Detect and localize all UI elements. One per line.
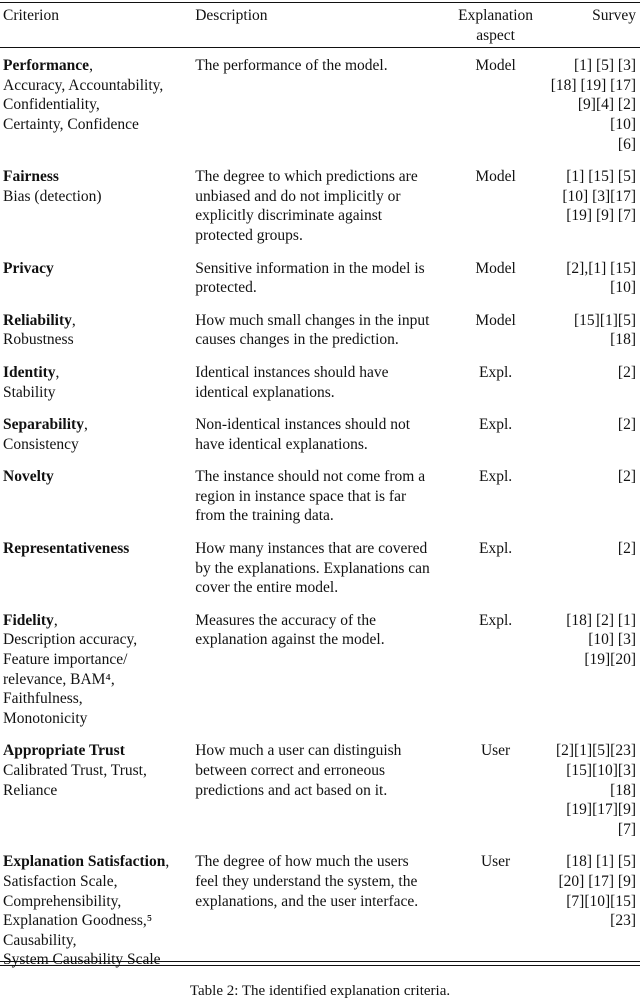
survey-refs: [18] [19] [17] — [550, 76, 636, 94]
survey-cell — [548, 363, 640, 415]
criterion-cell — [0, 259, 195, 311]
aspect-cell: Expl. — [479, 468, 513, 486]
survey-cell — [548, 467, 640, 539]
criteria-table — [0, 6, 640, 983]
criterion-cell — [0, 54, 195, 167]
survey-refs: [2] — [617, 468, 636, 486]
criterion-alias: Monotonicity — [3, 709, 88, 727]
criterion-name: Fairness — [3, 168, 59, 186]
survey-cell — [548, 539, 640, 611]
aspect-cell: Expl. — [479, 416, 513, 434]
criterion-name: Representativeness — [3, 540, 130, 558]
table-row — [0, 259, 640, 311]
description-cell: How much a user can distinguish between correct and erroneous predictions and act based on it. — [195, 742, 402, 799]
criterion-alias: Description accuracy, — [3, 631, 138, 649]
top-rule — [0, 2, 640, 3]
survey-cell — [548, 167, 640, 258]
description-cell: Non-identical instances should not have identical explanations. — [195, 416, 411, 453]
aspect-cell: Expl. — [479, 363, 513, 381]
survey-refs: [10] [3][17] — [562, 187, 636, 205]
criterion-name: Appropriate Trust — [3, 742, 125, 760]
header-criterion: Criterion — [3, 7, 59, 24]
criterion-alias: Reliance — [3, 781, 58, 799]
survey-refs: [9][4] [2] [10] — [577, 96, 636, 133]
criterion-name: Identity — [3, 363, 56, 381]
criterion-cell — [0, 467, 195, 539]
criterion-cell — [0, 363, 195, 415]
criterion-alias: Faithfulness, — [3, 690, 83, 708]
survey-refs: [2][1][5][23] — [555, 742, 636, 760]
criterion-cell — [0, 415, 195, 467]
criterion-cell — [0, 311, 195, 363]
criterion-alias: Accuracy, Accountability, — [3, 76, 164, 94]
aspect-cell: Expl. — [479, 611, 513, 629]
survey-refs: [2] — [617, 416, 636, 434]
aspect-cell: User — [480, 853, 511, 871]
survey-refs: [23] — [610, 912, 636, 930]
survey-refs: [2],[1] [15] — [566, 259, 636, 277]
criterion-alias: Stability — [3, 383, 56, 401]
criterion-name: Novelty — [3, 468, 54, 486]
description-cell: How many instances that are covered by the explanations. Explanations can cover the entire model. — [195, 540, 430, 597]
criterion-suffix: , — [89, 57, 93, 75]
criterion-alias: Bias (detection) — [3, 187, 102, 205]
header-description: Description — [195, 7, 268, 24]
table-row — [0, 54, 640, 167]
aspect-cell: Expl. — [479, 540, 513, 558]
criterion-name: Reliability — [3, 311, 72, 329]
table-row — [0, 539, 640, 611]
aspect-cell: Model — [475, 168, 516, 186]
survey-refs: [7][10][15] — [566, 892, 636, 910]
criterion-suffix: , — [83, 416, 88, 434]
survey-refs: [20] [17] [9] — [558, 872, 636, 890]
table-row — [0, 467, 640, 539]
survey-refs: [10] [3] — [588, 631, 636, 649]
description-cell: The instance should not come from a region in instance space that is far from the training data. — [195, 468, 426, 525]
description-cell: Measures the accuracy of the explanation against the model. — [195, 611, 385, 649]
survey-cell — [548, 259, 640, 311]
criterion-alias: Comprehensibility, — [3, 892, 122, 910]
criterion-alias: Calibrated Trust, Trust, — [3, 762, 147, 779]
survey-refs: [19][17][9][7] — [566, 801, 636, 838]
criterion-suffix: , — [71, 311, 76, 329]
criterion-name: Explanation Satisfaction — [3, 853, 166, 871]
survey-refs: [1] [5] [3] — [574, 57, 636, 75]
criterion-alias: Consistency — [3, 435, 79, 453]
criterion-cell — [0, 741, 195, 852]
survey-refs: [6] — [617, 135, 636, 153]
header-aspect — [443, 6, 549, 54]
survey-cell — [548, 415, 640, 467]
bottom-rule — [0, 961, 640, 966]
criterion-alias: Certainty, Confidence — [3, 115, 139, 133]
survey-cell — [548, 311, 640, 363]
criterion-suffix: , — [53, 611, 58, 629]
aspect-cell: Model — [475, 259, 516, 277]
aspect-cell: Model — [475, 57, 516, 75]
criterion-alias: relevance, BAM⁴, — [3, 670, 115, 688]
criterion-name: Separability — [3, 416, 84, 434]
description-cell: Identical instances should have identical explanations. — [195, 363, 389, 401]
criterion-name: Fidelity — [3, 611, 54, 629]
criterion-cell — [0, 611, 195, 742]
table-caption: Table 2: The identified explanation criteria. — [189, 983, 451, 999]
table-row — [0, 311, 640, 363]
table-row — [0, 415, 640, 467]
description-cell: The degree to which predictions are unbiased and do not implicitly or explicitly discriminate against protected groups. — [195, 168, 418, 244]
criterion-alias: Causability, — [3, 931, 77, 949]
header-aspect-line2: aspect — [476, 26, 515, 44]
header-survey: Survey — [592, 7, 636, 24]
survey-refs: [2] — [617, 363, 636, 381]
criterion-name: Privacy — [3, 259, 54, 277]
criterion-cell — [0, 539, 195, 611]
criterion-cell — [0, 167, 195, 258]
survey-refs: [19][20] — [584, 651, 636, 669]
survey-cell — [548, 54, 640, 167]
criterion-suffix: , — [55, 363, 60, 381]
criterion-alias: Feature importance/ — [3, 651, 128, 669]
description-cell: How much small changes in the input causes changes in the prediction. — [195, 311, 430, 349]
criterion-suffix: , — [165, 853, 170, 871]
survey-refs: [10] — [610, 279, 636, 297]
criterion-name: Performance — [3, 57, 90, 75]
criterion-alias: System Causability Scale — [3, 951, 161, 969]
description-cell: The degree of how much the users feel they understand the system, the explanations, and the user interface. — [195, 853, 419, 910]
table-row — [0, 167, 640, 258]
survey-refs: [15][10][3][18] — [566, 762, 636, 799]
header-row — [0, 6, 640, 54]
survey-refs: [19] [9] [7] — [566, 207, 636, 225]
criterion-alias: Explanation Goodness,⁵ — [3, 912, 153, 930]
survey-refs: [1] [15] [5] — [566, 168, 636, 186]
description-cell: The performance of the model. — [195, 57, 388, 75]
survey-refs: [2] — [617, 540, 636, 558]
header-aspect-line1: Explanation — [458, 7, 534, 24]
survey-refs: [18] [1] [5] — [566, 853, 636, 871]
survey-refs: [15][1][5] [18] — [574, 311, 636, 349]
survey-cell — [548, 741, 640, 852]
table-row — [0, 363, 640, 415]
aspect-cell: User — [480, 742, 511, 760]
criterion-alias: Satisfaction Scale, — [3, 872, 118, 890]
table-row — [0, 741, 640, 852]
criterion-alias: Confidentiality, — [3, 96, 100, 114]
criterion-alias: Robustness — [3, 331, 74, 349]
table-row — [0, 611, 640, 742]
aspect-cell: Model — [475, 311, 516, 329]
survey-cell — [548, 611, 640, 742]
description-cell: Sensitive information in the model is protected. — [195, 259, 425, 297]
survey-refs: [18] [2] [1] — [566, 611, 636, 629]
